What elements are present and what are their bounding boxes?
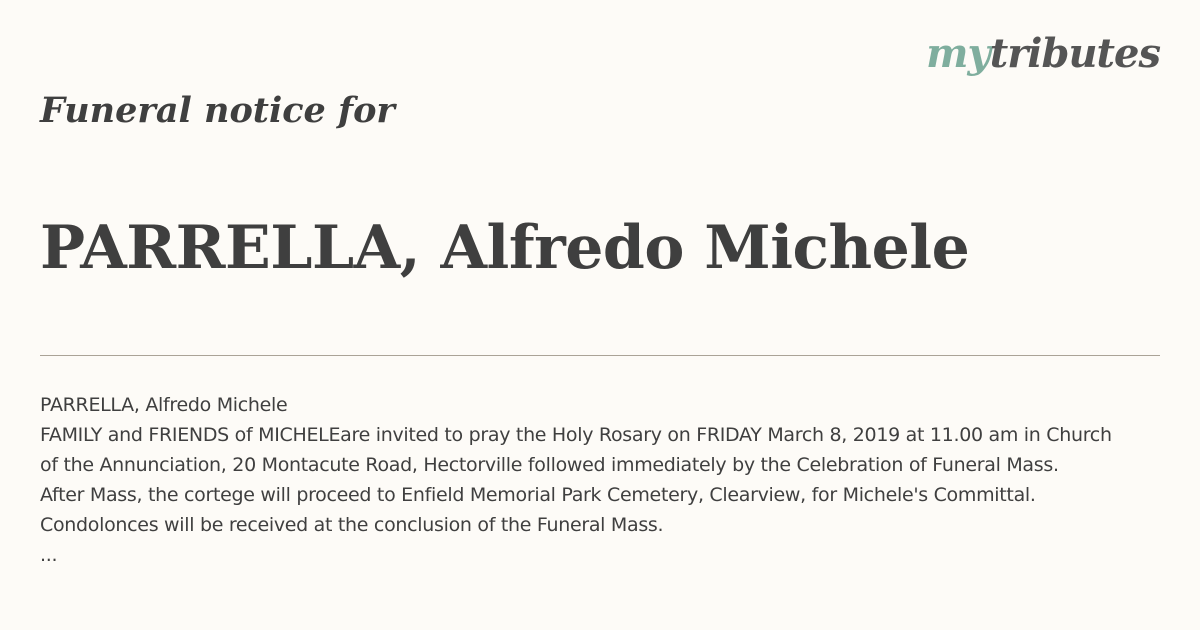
notice-line: After Mass, the cortege will proceed to Enfield Memorial Park Cemetery, Clearview, for Michele's Committal. [40, 484, 1036, 506]
notice-body [40, 390, 1160, 570]
mytributes-logo [926, 30, 1160, 77]
notice-line: of the Annunciation, 20 Montacute Road, Hectorville followed immediately by the Celebration of Funeral Mass. [40, 454, 1059, 476]
notice-kicker: Funeral notice for [40, 90, 395, 131]
notice-line: PARRELLA, Alfredo Michele [40, 394, 288, 416]
logo-prefix: my [926, 30, 990, 77]
notice-line: Condolonces will be received at the conclusion of the Funeral Mass. [40, 514, 664, 536]
notice-ellipsis: ... [40, 544, 58, 566]
section-divider [40, 355, 1160, 356]
logo-suffix: tributes [989, 30, 1160, 77]
deceased-name-title: PARRELLA, Alfredo Michele [40, 213, 970, 283]
notice-line: FAMILY and FRIENDS of MICHELEare invited to pray the Holy Rosary on FRIDAY March 8, 2019 at 11.00 am in Church [40, 424, 1112, 446]
